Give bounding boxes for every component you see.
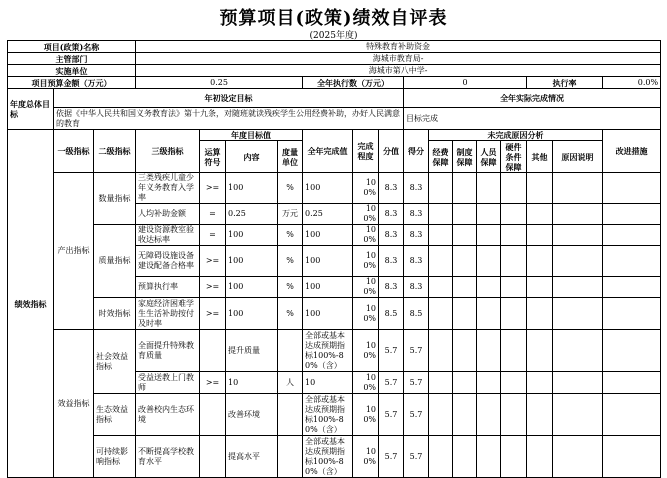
empty-cell	[527, 204, 553, 225]
degree-cell: 100%	[353, 246, 379, 277]
content-cell: 改善环境	[226, 394, 278, 436]
content-cell: 100	[226, 298, 278, 330]
empty-cell	[553, 277, 603, 298]
empty-cell	[501, 436, 527, 478]
rate-value: 0.0%	[603, 77, 661, 89]
empty-cell	[603, 298, 661, 330]
empty-cell	[429, 436, 453, 478]
empty-cell	[553, 246, 603, 277]
got-cell: 5.7	[404, 372, 429, 394]
level2-quality: 质量指标	[94, 225, 136, 298]
got-cell: 5.7	[404, 394, 429, 436]
empty-cell	[477, 225, 501, 246]
indicator-cell: 受益送教上门教师	[136, 372, 200, 394]
empty-cell	[603, 225, 661, 246]
got-header: 得分	[404, 130, 429, 173]
empty-cell	[527, 330, 553, 372]
empty-cell	[477, 436, 501, 478]
empty-cell	[429, 330, 453, 372]
project-value: 特殊教育补助资金	[136, 41, 661, 53]
degree-cell: 100%	[353, 277, 379, 298]
empty-cell	[501, 277, 527, 298]
unit-cell: %	[278, 173, 303, 204]
empty-cell	[553, 394, 603, 436]
unit-cell: %	[278, 246, 303, 277]
level2-header: 二级指标	[94, 130, 136, 173]
indicator-cell: 家庭经济困难学生生活补助按付及时率	[136, 298, 200, 330]
degree-cell: 100%	[353, 173, 379, 204]
score-cell: 5.7	[379, 330, 404, 372]
page-title: 预算项目(政策)绩效自评表	[219, 8, 448, 29]
empty-cell	[477, 277, 501, 298]
got-cell: 8.3	[404, 225, 429, 246]
level2-social: 社会效益指标	[94, 330, 136, 394]
page-subtitle: (2025年度)	[309, 31, 358, 41]
staff-header: 人员保障	[477, 141, 501, 173]
degree-cell: 100%	[353, 436, 379, 478]
content-cell: 100	[226, 173, 278, 204]
unit-cell	[278, 330, 303, 372]
got-cell: 8.5	[404, 298, 429, 330]
table-row	[8, 436, 661, 478]
indicator-header-row-1	[8, 130, 661, 141]
dept-value: 海城市教育局-	[136, 53, 661, 65]
empty-cell	[429, 225, 453, 246]
empty-cell	[477, 204, 501, 225]
empty-cell	[603, 246, 661, 277]
empty-cell	[501, 225, 527, 246]
empty-cell	[527, 394, 553, 436]
got-cell: 5.7	[404, 330, 429, 372]
budget-label: 项目预算金额（万元）	[8, 77, 136, 89]
annual-cell: 0.25	[303, 204, 353, 225]
got-cell: 8.3	[404, 173, 429, 204]
op-cell: >=	[200, 298, 226, 330]
actual-goal-header: 全年实际完成情况	[404, 89, 661, 108]
empty-cell	[429, 173, 453, 204]
got-cell: 8.3	[404, 277, 429, 298]
empty-cell	[477, 372, 501, 394]
content-cell: 提高水平	[226, 436, 278, 478]
content-cell: 10	[226, 372, 278, 394]
got-cell: 5.7	[404, 436, 429, 478]
indicator-cell: 无障碍设施设备建设配备合格率	[136, 246, 200, 277]
annual-cell: 全部或基本达成预期指标100%-80%（含）	[303, 436, 353, 478]
empty-cell	[477, 298, 501, 330]
table-row	[8, 394, 661, 436]
level2-quantity: 数量指标	[94, 173, 136, 225]
empty-cell	[553, 436, 603, 478]
empty-cell	[527, 436, 553, 478]
empty-cell	[429, 372, 453, 394]
reason-header: 原因说明	[553, 141, 603, 173]
score-cell: 5.7	[379, 372, 404, 394]
op-cell: >=	[200, 372, 226, 394]
empty-cell	[453, 436, 477, 478]
initial-goal-header: 年初设定目标	[54, 89, 404, 108]
other-header: 其他	[527, 141, 553, 173]
degree-header: 完成程度	[353, 130, 379, 173]
empty-cell	[429, 298, 453, 330]
budget-row	[8, 77, 661, 89]
dept-label: 主管部门	[8, 53, 136, 65]
annual-header: 全年完成值	[303, 130, 353, 173]
indicator-cell: 全面提升特殊教育质量	[136, 330, 200, 372]
op-cell	[200, 394, 226, 436]
empty-cell	[453, 394, 477, 436]
empty-cell	[553, 173, 603, 204]
annual-cell: 100	[303, 225, 353, 246]
op-cell: =	[200, 225, 226, 246]
budget-value: 0.25	[136, 77, 303, 89]
project-label: 项目(政策)名称	[8, 41, 136, 53]
table-row	[8, 225, 661, 246]
empty-cell	[477, 173, 501, 204]
unit-cell: %	[278, 298, 303, 330]
op-cell	[200, 330, 226, 372]
op-cell: >=	[200, 173, 226, 204]
econ-header: 经费保障	[429, 141, 453, 173]
level3-header: 三级指标	[136, 130, 200, 173]
content-cell: 提升质量	[226, 330, 278, 372]
empty-cell	[429, 277, 453, 298]
empty-cell	[453, 173, 477, 204]
reason-group-header: 未完成原因分析	[429, 130, 603, 141]
degree-cell: 100%	[353, 372, 379, 394]
content-cell: 100	[226, 246, 278, 277]
indicator-cell: 建设资源教室验收达标率	[136, 225, 200, 246]
score-header: 分值	[379, 130, 404, 173]
empty-cell	[527, 277, 553, 298]
level1-header: 一级指标	[54, 130, 94, 173]
exec-value: 0	[404, 77, 527, 89]
empty-cell	[553, 204, 603, 225]
empty-cell	[553, 225, 603, 246]
initial-goal-text: 依据《中华人民共和国义务教育法》第十九条，对随班就读残疾学生公用经费补助，办好人民满意的教育	[54, 108, 404, 130]
level2-time: 时效指标	[94, 298, 136, 330]
empty-cell	[603, 277, 661, 298]
empty-cell	[453, 330, 477, 372]
empty-cell	[603, 372, 661, 394]
empty-cell	[429, 246, 453, 277]
score-cell: 8.3	[379, 204, 404, 225]
exec-label: 全年执行数（万元）	[303, 77, 404, 89]
degree-cell: 100%	[353, 204, 379, 225]
annual-cell: 100	[303, 298, 353, 330]
op-cell	[200, 436, 226, 478]
goals-body-row	[8, 108, 661, 130]
level1-benefit: 效益指标	[54, 330, 94, 478]
actual-goal-text: 目标完成	[404, 108, 661, 130]
empty-cell	[501, 298, 527, 330]
indicator-cell: 预算执行率	[136, 277, 200, 298]
empty-cell	[553, 372, 603, 394]
content-cell: 100	[226, 277, 278, 298]
degree-cell: 100%	[353, 225, 379, 246]
empty-cell	[553, 330, 603, 372]
overall-goal-label: 年度总体目标	[8, 89, 54, 130]
unit-cell: 人	[278, 372, 303, 394]
score-cell: 8.3	[379, 173, 404, 204]
annual-cell: 100	[303, 246, 353, 277]
annual-cell: 100	[303, 173, 353, 204]
empty-cell	[603, 330, 661, 372]
indicator-cell: 改善校内生态环境	[136, 394, 200, 436]
table-row	[8, 173, 661, 204]
empty-cell	[453, 298, 477, 330]
empty-cell	[453, 277, 477, 298]
empty-cell	[553, 298, 603, 330]
empty-cell	[527, 225, 553, 246]
annual-cell: 10	[303, 372, 353, 394]
content-cell: 100	[226, 225, 278, 246]
op-cell: =	[200, 204, 226, 225]
empty-cell	[453, 225, 477, 246]
indicator-cell: 人均补助金额	[136, 204, 200, 225]
empty-cell	[527, 372, 553, 394]
got-cell: 8.3	[404, 246, 429, 277]
degree-cell: 100%	[353, 298, 379, 330]
score-cell: 5.7	[379, 436, 404, 478]
empty-cell	[501, 372, 527, 394]
empty-cell	[501, 246, 527, 277]
empty-cell	[603, 394, 661, 436]
unit-value: 海城市第八中学-	[136, 65, 661, 77]
empty-cell	[501, 173, 527, 204]
got-cell: 8.3	[404, 204, 429, 225]
degree-cell: 100%	[353, 330, 379, 372]
empty-cell	[501, 204, 527, 225]
degree-cell: 100%	[353, 394, 379, 436]
level2-sustain: 可持续影响指标	[94, 436, 136, 478]
unit-cell: 万元	[278, 204, 303, 225]
score-cell: 8.3	[379, 246, 404, 277]
project-row	[8, 41, 661, 53]
unit-header: 度量单位	[278, 141, 303, 173]
op-cell: >=	[200, 246, 226, 277]
unit-row	[8, 65, 661, 77]
hardware-header: 硬件条件保障	[501, 141, 527, 173]
empty-cell	[527, 246, 553, 277]
annual-cell: 全部或基本达成预期指标100%-80%（含）	[303, 394, 353, 436]
empty-cell	[453, 204, 477, 225]
goals-header-row	[8, 89, 661, 108]
measure-header: 改进措施	[603, 130, 661, 173]
empty-cell	[477, 330, 501, 372]
unit-label: 实施单位	[8, 65, 136, 77]
evaluation-table	[7, 40, 661, 478]
table-row	[8, 330, 661, 372]
op-cell: >=	[200, 277, 226, 298]
score-cell: 8.5	[379, 298, 404, 330]
empty-cell	[453, 372, 477, 394]
annual-cell: 100	[303, 277, 353, 298]
rate-label: 执行率	[527, 77, 603, 89]
empty-cell	[501, 330, 527, 372]
level2-eco: 生态效益指标	[94, 394, 136, 436]
empty-cell	[453, 246, 477, 277]
indicator-cell: 不断提高学校教育水平	[136, 436, 200, 478]
empty-cell	[429, 394, 453, 436]
empty-cell	[527, 298, 553, 330]
op-header: 运算符号	[200, 141, 226, 173]
unit-cell	[278, 436, 303, 478]
dept-row	[8, 53, 661, 65]
empty-cell	[477, 394, 501, 436]
system-header: 制度保障	[453, 141, 477, 173]
empty-cell	[603, 204, 661, 225]
empty-cell	[603, 173, 661, 204]
content-cell: 0.25	[226, 204, 278, 225]
score-cell: 8.3	[379, 225, 404, 246]
perf-label: 绩效指标	[8, 130, 54, 478]
empty-cell	[477, 246, 501, 277]
score-cell: 8.3	[379, 277, 404, 298]
score-cell: 5.7	[379, 394, 404, 436]
empty-cell	[603, 436, 661, 478]
indicator-cell: 三类残疾儿童少年义务教育入学率	[136, 173, 200, 204]
empty-cell	[527, 173, 553, 204]
empty-cell	[429, 204, 453, 225]
unit-cell: %	[278, 277, 303, 298]
content-header: 内容	[226, 141, 278, 173]
empty-cell	[501, 394, 527, 436]
table-row	[8, 298, 661, 330]
unit-cell	[278, 394, 303, 436]
level1-output: 产出指标	[54, 173, 94, 330]
unit-cell: %	[278, 225, 303, 246]
target-group-header: 年度目标值	[200, 130, 303, 141]
annual-cell: 全部或基本达成预期指标100%-80%（含）	[303, 330, 353, 372]
